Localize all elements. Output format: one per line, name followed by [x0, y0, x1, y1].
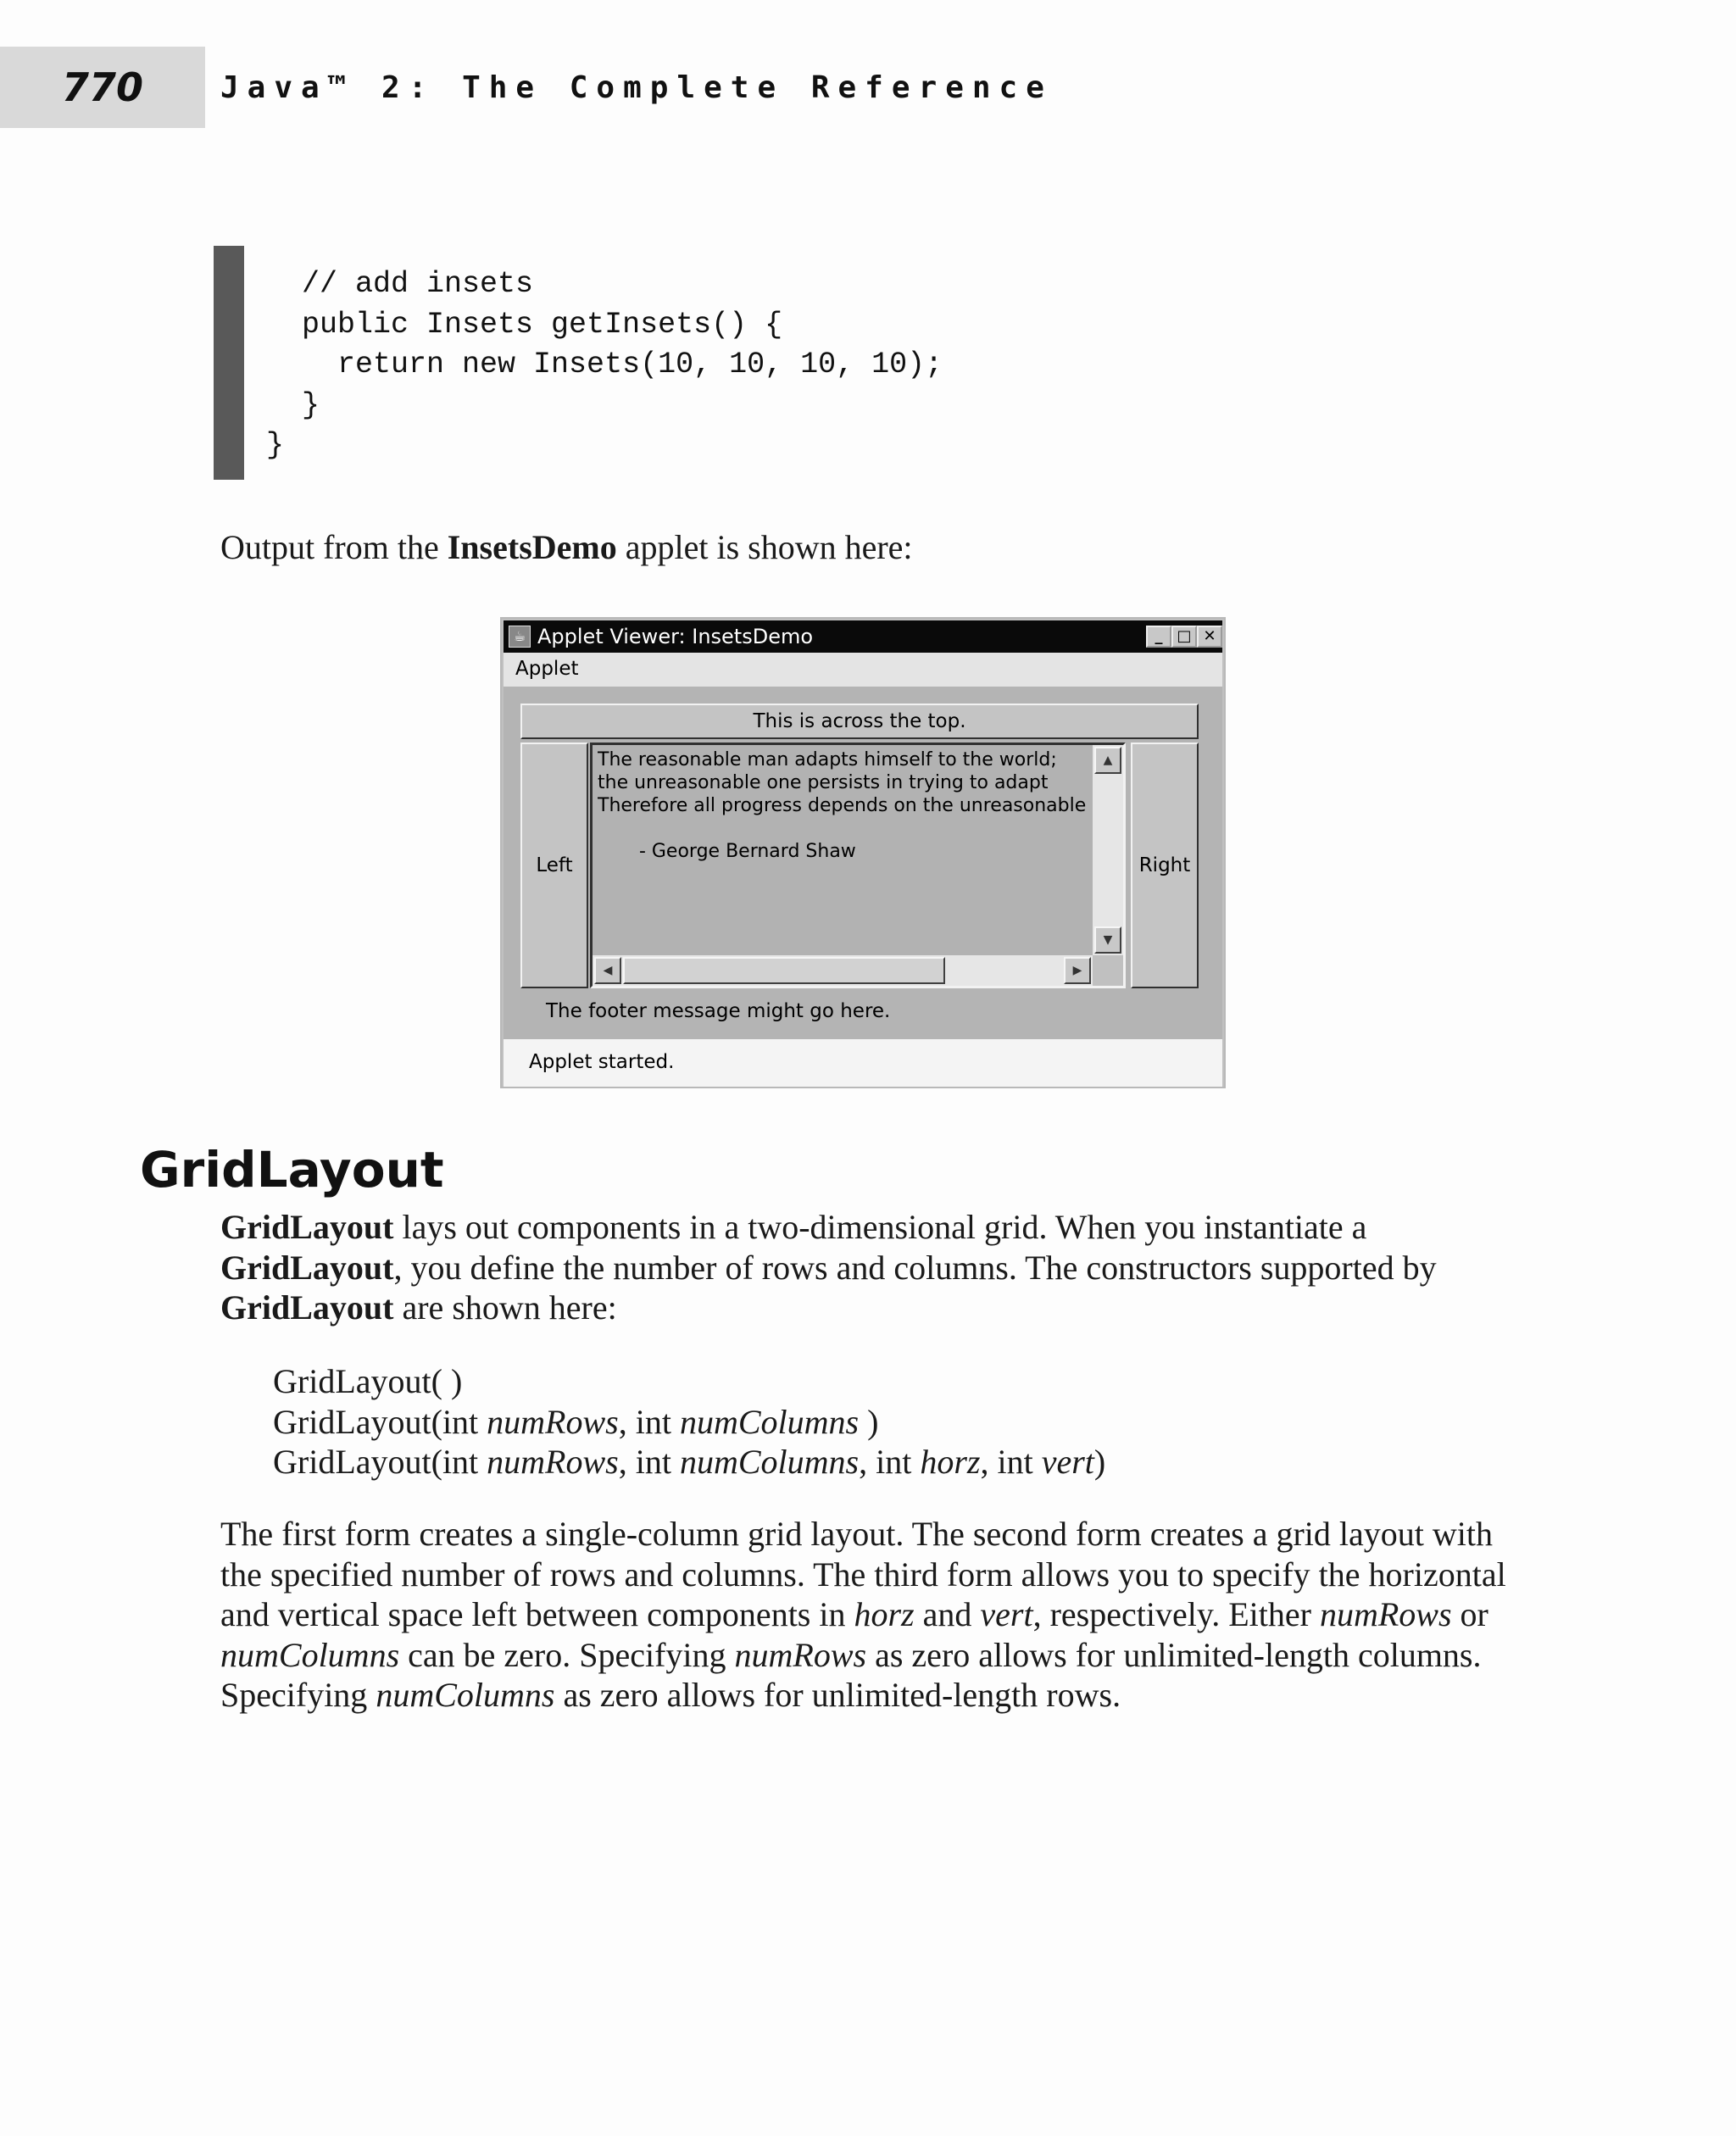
gridlayout-intro-paragraph: [220, 1207, 1509, 1328]
output-intro-text: Output from the: [220, 528, 448, 566]
param-name: horz: [920, 1443, 981, 1481]
horizontal-scrollbar[interactable]: [593, 955, 1093, 986]
page-header: [0, 47, 1736, 128]
footer-label: The footer message might go here.: [546, 1000, 891, 1022]
quote-text[interactable]: The reasonable man adapts himself to the world; the unreasonable one persists in trying to adapt Therefore all progress depends on the unreasonable - George Bernard Shaw: [598, 749, 1087, 862]
maximize-icon[interactable]: □: [1171, 626, 1197, 648]
quote-text-area[interactable]: [590, 743, 1126, 988]
minimize-icon[interactable]: _: [1146, 626, 1171, 648]
paragraph-text: as zero allows for unlimited-length rows.: [554, 1676, 1121, 1714]
scroll-left-icon[interactable]: ◀: [594, 957, 621, 984]
class-name: GridLayout: [220, 1288, 394, 1327]
constructor-1: [273, 1361, 1105, 1402]
window-title: Applet Viewer: InsetsDemo: [537, 625, 814, 648]
running-title: Java™ 2: The Complete Reference: [220, 70, 1053, 105]
paragraph-text: lays out components in a two-dimensional grid. When you instantiate a: [393, 1208, 1367, 1246]
constructor-text: , int: [618, 1443, 680, 1481]
paragraph-text: or: [1451, 1595, 1488, 1633]
constructor-text: GridLayout( ): [273, 1362, 463, 1400]
constructor-text: GridLayout(int: [273, 1443, 487, 1481]
constructor-text: ): [859, 1402, 879, 1441]
param-name: numRows: [734, 1635, 867, 1674]
constructor-list: [273, 1361, 1105, 1482]
class-name: GridLayout: [220, 1208, 394, 1246]
paragraph-text: and: [914, 1595, 981, 1633]
param-name: numColumns: [679, 1402, 860, 1441]
code-line: // add insets: [266, 267, 534, 301]
scroll-right-icon[interactable]: ▶: [1064, 957, 1091, 984]
scroll-down-icon[interactable]: ▼: [1094, 926, 1121, 954]
constructor-text: , int: [980, 1443, 1042, 1481]
top-button[interactable]: This is across the top.: [520, 704, 1199, 739]
paragraph-text: as zero allows for unlimited-length columns. Specifying: [220, 1635, 1482, 1714]
right-button[interactable]: Right: [1131, 743, 1199, 988]
param-name: numColumns: [679, 1443, 860, 1481]
menu-applet[interactable]: Applet: [515, 658, 579, 680]
constructor-2: [273, 1402, 1105, 1443]
horizontal-scroll-thumb[interactable]: [623, 957, 945, 984]
applet-viewer-window: [500, 617, 1226, 1088]
applet-viewer-icon[interactable]: ☕: [509, 626, 531, 648]
scroll-up-icon[interactable]: ▲: [1094, 747, 1121, 774]
menu-bar: [504, 653, 1222, 687]
param-name: numRows: [487, 1443, 619, 1481]
paragraph-text: are shown here:: [393, 1288, 617, 1327]
constructor-text: ): [1093, 1443, 1106, 1481]
param-name: numColumns: [376, 1676, 555, 1714]
paragraph-text: can be zero. Specifying: [399, 1635, 735, 1674]
code-listing: [214, 246, 976, 480]
gridlayout-explanation-paragraph: [220, 1514, 1509, 1716]
class-name: InsetsDemo: [447, 528, 617, 566]
param-name: horz: [854, 1595, 915, 1633]
output-intro-text-end: applet is shown here:: [616, 528, 913, 566]
code-line: }: [266, 387, 320, 422]
param-name: numRows: [487, 1402, 619, 1441]
code-margin-bar: [214, 246, 244, 480]
status-text: Applet started.: [529, 1051, 675, 1073]
param-name: numRows: [1319, 1595, 1452, 1633]
constructor-text: GridLayout(int: [273, 1402, 487, 1441]
param-name: vert: [980, 1595, 1033, 1633]
scrollbar-corner: [1093, 955, 1123, 986]
constructor-text: , int: [618, 1402, 680, 1441]
paragraph-text: , respectively. Either: [1032, 1595, 1320, 1633]
code-lines: [266, 264, 943, 466]
paragraph-text: , you define the number of rows and columns. The constructors supported by: [393, 1248, 1437, 1287]
status-bar: [504, 1039, 1222, 1087]
code-line: }: [266, 428, 285, 462]
constructor-3: [273, 1442, 1105, 1482]
page-number-box: [0, 47, 205, 128]
code-line: return new Insets(10, 10, 10, 10);: [266, 348, 943, 381]
left-button[interactable]: Left: [520, 743, 588, 988]
section-heading: GridLayout: [140, 1141, 444, 1199]
paragraph-text: The first form creates a single-column grid layout. The second form creates a grid layout with the specified number of rows and columns. The third form allows you to specify the horizontal and vertical space left between components in: [220, 1515, 1506, 1633]
close-icon[interactable]: ✕: [1197, 626, 1222, 648]
page-number: 770: [61, 64, 144, 110]
vertical-scrollbar[interactable]: [1093, 745, 1123, 955]
param-name: numColumns: [220, 1635, 400, 1674]
param-name: vert: [1041, 1443, 1094, 1481]
code-line: public Insets getInsets() {: [266, 307, 783, 342]
class-name: GridLayout: [220, 1248, 394, 1287]
applet-area: [504, 687, 1222, 1039]
output-intro-paragraph: [220, 527, 1509, 568]
title-bar[interactable]: [504, 620, 1222, 653]
constructor-text: , int: [859, 1443, 921, 1481]
